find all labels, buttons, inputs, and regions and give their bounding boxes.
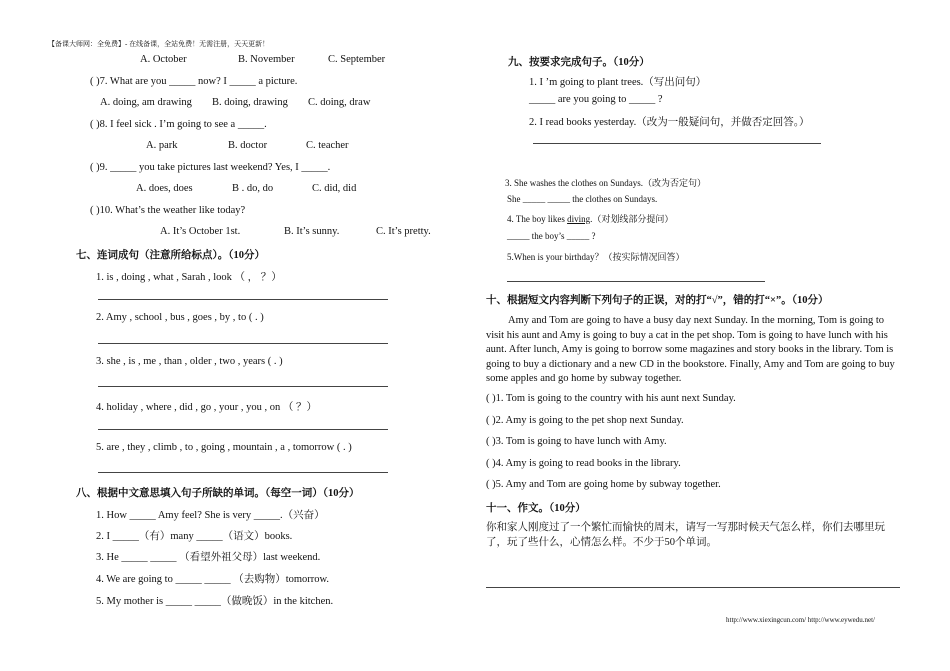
s10-item-5: ( )5. Amy and Tom are going home by subway together. [486,479,721,490]
q9-option-a: A. does, does [136,183,193,194]
q7-option-b: B. doing, drawing [212,97,288,108]
q6-option-c: C. September [328,54,386,65]
s9-item-3: 3. She washes the clothes on Sundays.（改为否定句） [505,178,706,188]
q7-option-c: C. doing, draw [308,97,371,108]
answer-line [507,281,765,282]
s8-item-4: 4. We are going to _____ _____ （去购物）tomorrow. [96,574,330,585]
s8-item-3: 3. He _____ _____ （看望外祖父母）last weekend. [96,552,321,563]
s7-item-1: 1. is , doing , what , Sarah , look （ ， ？） [96,272,282,283]
s10-item-4: ( )4. Amy is going to read books in the library. [486,458,681,469]
q7-option-a: A. doing, am drawing [100,97,192,108]
answer-line [533,143,821,144]
s9-item-2: 2. I read books yesterday.（改为一般疑问句，并做否定回答。） [529,117,810,128]
q10-option-b: B. It’s sunny. [284,226,340,237]
section10-title: 十、根据短文内容判断下列句子的正误，对的打“√”，错的打“×”。（10分） [486,295,829,306]
s10-item-3: ( )3. Tom is going to have lunch with Amy. [486,436,667,447]
q9-option-c: C. did, did [312,183,357,194]
q9-text: ( )9. _____ you take pictures last weekend? Yes, I _____. [90,162,331,173]
q10-option-c: C. It’s pretty. [376,226,431,237]
s7-item-3: 3. she , is , me , than , older , two , years ( . ) [96,356,283,367]
s9-item-4 [507,212,673,225]
s10-item-2: ( )2. Amy is going to the pet shop next Sunday. [486,415,684,426]
s7-item-2: 2. Amy , school , bus , goes , by , to ( . ) [96,312,264,323]
answer-line [98,343,388,344]
q10-option-a: A. It’s October 1st. [160,226,241,237]
section11-title: 十一、作文。（10分） [486,503,586,514]
q6-option-b: B. November [238,54,295,65]
s9-item-4-answer: _____ the boy’s _____ ? [507,231,596,241]
s9-item-1: 1. I ’m going to plant trees.（写出问句） [529,77,707,88]
section7-title: 七、连词成句（注意所给标点）。（10分） [76,250,265,261]
s8-item-2: 2. I _____（有）many _____（语文）books. [96,531,293,542]
header-note: 【备课大师网：全免费】- 在线备课，全站免费！无需注册，天天更新！ [48,40,270,48]
s8-item-1: 1. How _____ Amy feel? She is very _____.（兴奋） [96,510,325,521]
answer-line [98,299,388,300]
s9-item-4-pre: 4. The boy likes [507,214,568,224]
s7-item-4: 4. holiday , where , did , go , your , you , on （ ？） [96,402,318,413]
q6-option-a: A. October [140,54,187,65]
s9-item-1-answer: _____ are you going to _____ ? [529,94,663,105]
s9-item-5: 5.When is your birthday？（按实际情况回答） [507,252,685,262]
composition-prompt: 你和家人刚度过了一个繁忙而愉快的周末，请写一写那时候天气怎么样，你们去哪里玩了，玩了些什么，心情怎么样。不少于50个单词。 [486,522,885,548]
q7-text: ( )7. What are you _____ now? I _____ a picture. [90,76,298,87]
q9-option-b: B . do, do [232,183,274,194]
s10-item-1: ( )1. Tom is going to the country with his aunt next Sunday. [486,393,736,404]
s9-item-4-underlined: diving [567,214,591,224]
s7-item-5: 5. are , they , climb , to , going , mountain , a , tomorrow ( . ) [96,442,352,453]
q8-option-c: C. teacher [306,140,349,151]
q8-text: ( )8. I feel sick . I’m going to see a _____. [90,119,267,130]
answer-line [98,472,388,473]
answer-line [98,386,388,387]
q10-text: ( )10. What’s the weather like today? [90,205,246,216]
answer-line [486,587,900,588]
reading-passage: Amy and Tom are going to have a busy day next Sunday. In the morning, Tom is going to visit his aunt and Amy is going to buy a cat in the pet shop. Tom is going to have lunch with his aunt. After lunch, Amy is going to borrow some magazines and story books in the library. Tom is going to buy a dictionary and a new CD in the bookstore. Finally, Amy and Tom are going to buy some apples and go home by subway together. [486,315,895,384]
s8-item-5: 5. My mother is _____ _____（做晚饭）in the kitchen. [96,596,334,607]
footer-url: http://www.xiexingcun.com/ http://www.eywedu.net/ [726,616,875,624]
s9-item-4-post: .（对划线部分提问） [590,214,674,224]
answer-line [98,429,388,430]
q8-option-a: A. park [146,140,178,151]
section9-title: 九、按要求完成句子。（10分） [508,57,650,68]
section8-title: 八、根据中文意思填入句子所缺的单词。（每空一词）（10分） [76,488,360,499]
q8-option-b: B. doctor [228,140,268,151]
s9-item-3-answer: She _____ _____ the clothes on Sundays. [507,194,658,204]
